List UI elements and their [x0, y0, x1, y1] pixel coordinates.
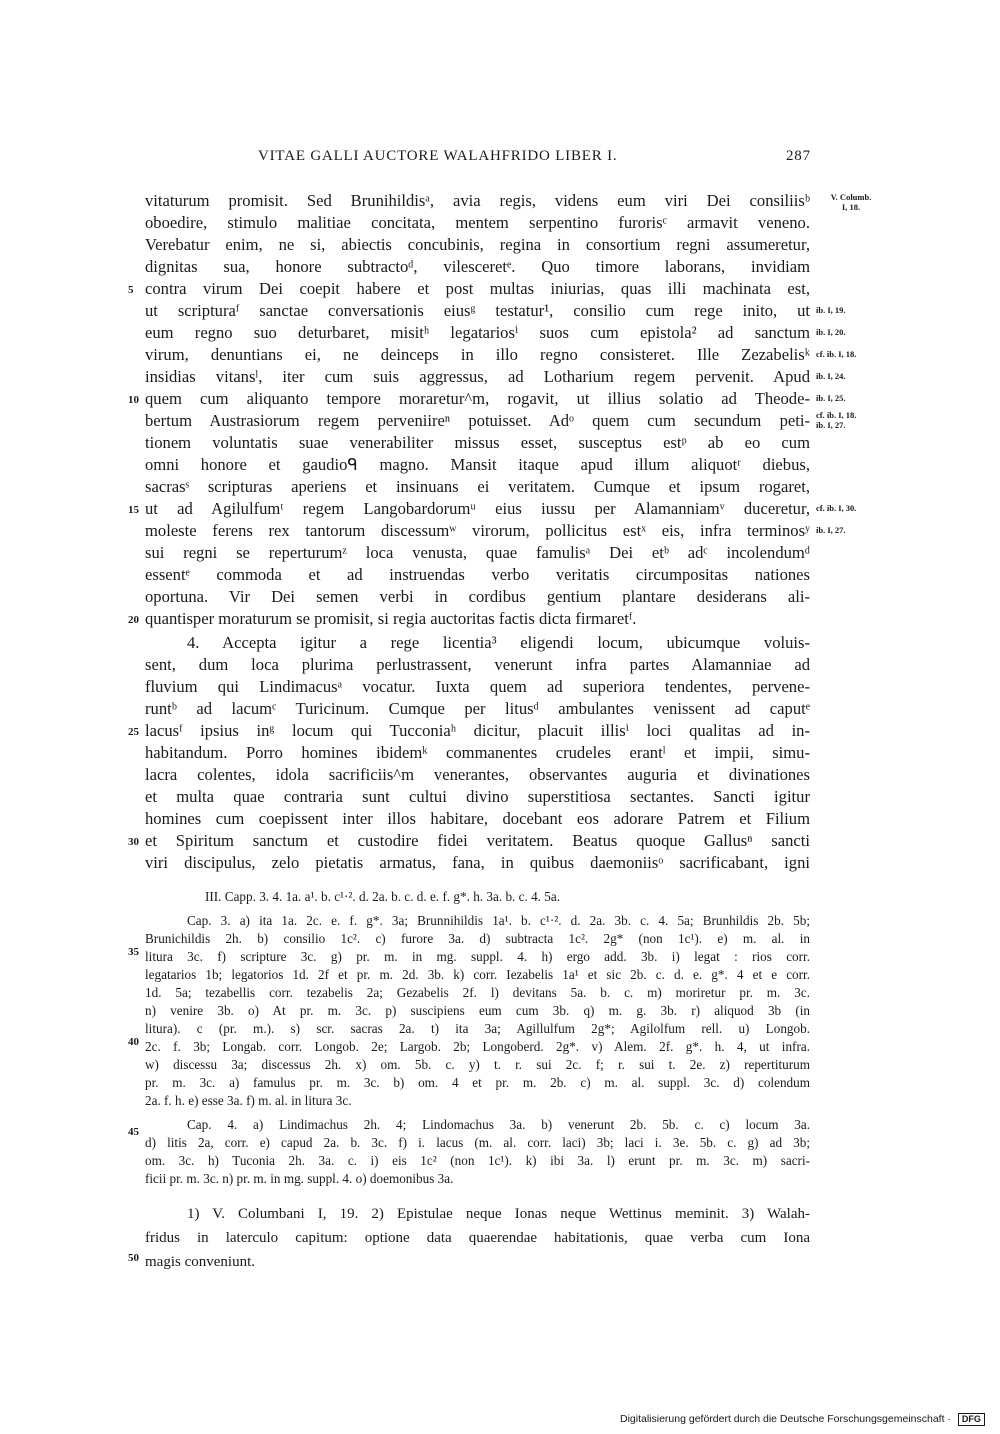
apparatus-line: III. Capp. 3. 4. 1a. a¹. b. c¹·². d. 2a. b. c. d. e. f. g*. h. 3a. b. c. 4. 5a.: [205, 889, 561, 904]
text-line: bertum Austrasiorum regem perveniireⁿ potuisset. Adᵒ quem cum secundum peti-: [145, 411, 810, 430]
text-line: oportuna. Vir Dei semen verbi in cordibus gentium plantare desiderans ali-: [145, 587, 810, 606]
text-line: sui regni se reperturumᶻ loca venusta, quae famulisᵃ Dei etᵇ adᶜ incolendumᵈ: [145, 543, 810, 562]
text-line: insidias vitansˡ, iter cum suis aggressus, ad Lotharium regem pervenit. Apud: [145, 367, 810, 386]
digitization-credit: [620, 1413, 985, 1426]
apparatus-line: om. 3c. h) Tuconia 2h. 3a. c. i) eis 1c² (non 1c¹). k) ibi 3a. l) erunt pr. m. 3c. m) sacri-: [145, 1153, 810, 1168]
line-number: 30: [128, 836, 139, 848]
margin-ref: I, 18.: [841, 202, 861, 212]
credit-text: Digitalisierung gefördert durch die Deutsche Forschungsgemeinschaft ·: [620, 1413, 951, 1425]
text-line: moleste ferens rex tantorum discessumʷ virorum, pollicitus estˣ eis, infra terminosʸ: [145, 521, 810, 540]
margin-ref: ib. I, 24.: [816, 371, 846, 381]
footnote-line: magis conveniunt.: [145, 1254, 255, 1270]
text-line: lacusᶠ ipsius inᵍ locum qui Tucconiaʰ dicitur, placuit illisⁱ loci qualitas ad in-: [145, 721, 810, 740]
text-line: dignitas sua, honore subtractoᵈ, vilesceretᵉ. Quo timore laborans, invidiam: [145, 257, 810, 276]
text-line: tionem voluntatis suae venerabiliter missus esset, susceptus estᵖ ab eo cum: [145, 433, 810, 452]
apparatus-line: n) venire 3b. o) At pr. m. 3c. p) suscipiens eum cum 3b. q) m. g. 3b. r) aliquod 3b (in: [145, 1003, 810, 1018]
margin-ref: ib. I, 25.: [816, 393, 846, 403]
apparatus-line: litura). c (pr. m.). s) scr. sacras 2a. t) ita 3a; Agillulfum 2g*; Agilolfum rell. u) Longob.: [145, 1021, 810, 1036]
text-line: runtᵇ ad lacumᶜ Turicinum. Cumque per litusᵈ ambulantes venissent ad caputᵉ: [145, 699, 810, 718]
text-line: sent, dum loca plurima perlustrassent, venerunt infra partes Alamanniae ad: [145, 655, 810, 674]
text-line: vitaturum promisit. Sed Brunihildisᵃ, avia regis, videns eum viri Dei consiliisᵇ: [145, 191, 810, 210]
text-line: quantisper moraturum se promisit, si regia auctoritas factis dicta firmaretᶠ.: [145, 609, 637, 628]
apparatus-line: 2a. f. h. e) esse 3a. f) m. al. in litura 3c.: [145, 1093, 352, 1108]
text-line: lacra colentes, idola sacrificiis^m venerantes, observantes auguria et divinationes: [145, 765, 810, 784]
margin-ref: cf. ib. I, 18.: [816, 349, 857, 359]
text-line: omni honore et gaudioᑫ magno. Mansit itaque apud illum aliquotʳ diebus,: [145, 455, 810, 474]
text-line: oboedire, stimulo malitiae concitata, mentem serpentino furorisᶜ armavit veneno.: [145, 213, 810, 232]
apparatus-line: Cap. 4. a) Lindimachus 2h. 4; Lindomachus 3a. b) venerunt 2b. 5b. c. c) locum 3a.: [187, 1117, 810, 1132]
margin-ref: ib. I, 27.: [816, 525, 846, 535]
text-line: fluvium qui Lindimacusᵃ vocatur. Iuxta quem ad superiora tendentes, pervene-: [145, 677, 810, 696]
apparatus-line: Brunichildis 2h. b) consilio 1c². c) furore 3a. d) subtracta 1c². 2g* (non 1c¹). e) m. al. in: [145, 931, 810, 946]
dfg-logo: DFG: [958, 1413, 985, 1426]
apparatus-line: pr. m. 3c. a) famulus pr. m. 3c. b) om. 4 et pr. m. 2b. c) m. al. suppl. 3c. d) colendum: [145, 1075, 810, 1090]
margin-ref: cf. ib. I, 30.: [816, 503, 857, 513]
apparatus-line: w) discessu 3a; discessus 2h. x) om. 5b. c. y) t. r. sui 2c. f; r. sui t. 2e. z) repertiturum: [145, 1057, 810, 1072]
margin-ref: cf. ib. I, 18.: [816, 410, 857, 420]
text-line: virum, denuntians ei, ne deinceps in illo regno consisteret. Ille Zezabelisᵏ: [145, 345, 810, 364]
line-number: 50: [128, 1252, 139, 1264]
text-line: eum regno suo deturbaret, misitʰ legatariosⁱ suos cum epistola² ad sanctum: [145, 323, 810, 342]
line-number: 25: [128, 726, 139, 738]
apparatus-line: 2c. f. 3b; Longab. corr. Longob. 2e; Largob. 2b; Longoberd. 2g*. v) Alem. 2f. g*. h. 4, ut infra.: [145, 1039, 810, 1054]
margin-ref: ib. I, 20.: [816, 327, 846, 337]
apparatus-line: d) litis 2a, corr. e) capud 2a. b. 3c. f) i. lacus (m. al. corr. laci) 3b; laci i. 3e. 5b. c. g) ad 3b;: [145, 1135, 810, 1150]
line-number: 40: [128, 1036, 139, 1048]
running-title: VITAE GALLI AUCTORE WALAHFRIDO LIBER I.: [258, 148, 618, 164]
page-number: 287: [786, 148, 811, 164]
text-line: Verebatur enim, ne si, abiectis concubinis, regina in consortium regni assumeretur,: [145, 235, 810, 254]
apparatus-line: legatarios 1b; legatorios 1d. 2f et pr. m. 2d. 3b. k) corr. Iezabelis 1a¹ et sic 2b. c. d. e. g*. 4 et e corr.: [145, 967, 810, 982]
apparatus-line: Cap. 3. a) ita 1a. 2c. e. f. g*. 3a; Brunnihildis 1a¹. b. c¹·². d. 2a. 3b. c. 4. 5a; Brunhildis 2b. 5b;: [187, 913, 810, 928]
text-line: sacrasˢ scripturas aperiens et insinuans ei veritatem. Cumque et ipsum rogaret,: [145, 477, 810, 496]
text-line: homines cum coepissent inter illos habitare, docebant eos adorare Patrem et Filium: [145, 809, 810, 828]
margin-ref: ib. I, 27.: [816, 420, 846, 430]
text-line: quem cum aliquanto tempore moraretur^m, rogavit, ut illius solatio ad Theode-: [145, 389, 810, 408]
margin-ref: ib. I, 19.: [816, 305, 846, 315]
margin-ref: V. Columb.: [830, 192, 872, 202]
text-line: essentᵉ commoda et ad instruendas verbo veritatis circumpositas nationes: [145, 565, 810, 584]
text-line: ut ad Agilulfumᵗ regem Langobardorumᵘ eius iussu per Alamanniamᵛ duceretur,: [145, 499, 810, 518]
apparatus-line: litura 3c. f) scripture 3c. g) pr. m. in mg. suppl. 4. h) ergo add. 3b. i) legat : rios corr.: [145, 949, 810, 964]
line-number: 20: [128, 614, 139, 626]
line-number: 45: [128, 1126, 139, 1138]
chapter-start-line: 4. Accepta igitur a rege licentia³ eligendi locum, ubicumque voluis-: [187, 633, 810, 652]
text-line: et Spiritum sanctum et custodire fidei veritatem. Beatus quoque Gallusⁿ sancti: [145, 831, 810, 850]
line-number: 35: [128, 946, 139, 958]
line-number: 10: [128, 394, 139, 406]
text-line: et multa quae contraria sunt cultui divino superstitiosa sectantes. Sancti igitur: [145, 787, 810, 806]
text-line: contra virum Dei coepit habere et post multas iniurias, quas illi machinata est,: [145, 279, 810, 298]
line-number: 15: [128, 504, 139, 516]
text-line: habitandum. Porro homines ibidemᵏ commanentes crudeles erantˡ et impii, simu-: [145, 743, 810, 762]
text-line: ut scripturaᶠ sanctae conversationis eiusᵍ testatur¹, consilio cum rege inito, ut: [145, 301, 810, 320]
footnote-line: 1) V. Columbani I, 19. 2) Epistulae neque Ionas neque Wettinus meminit. 3) Walah-: [187, 1206, 810, 1222]
footnote-line: fridus in laterculo capitum: optione data quaerendae habitationis, quae verba cum Iona: [145, 1230, 810, 1246]
apparatus-line: 1d. 5a; tezabellis corr. tezabelis 2a; Gezabelis 2f. l) devitans 5a. b. c. m) moriretur pr. m. 3c.: [145, 985, 810, 1000]
line-number: 5: [128, 284, 134, 296]
apparatus-line: ficii pr. m. 3c. n) pr. m. in mg. suppl. 4. o) doemonibus 3a.: [145, 1171, 454, 1186]
text-line: viri discipulus, zelo pietatis armatus, fana, in quibus daemoniisᵒ sacrificabant, igni: [145, 853, 810, 872]
